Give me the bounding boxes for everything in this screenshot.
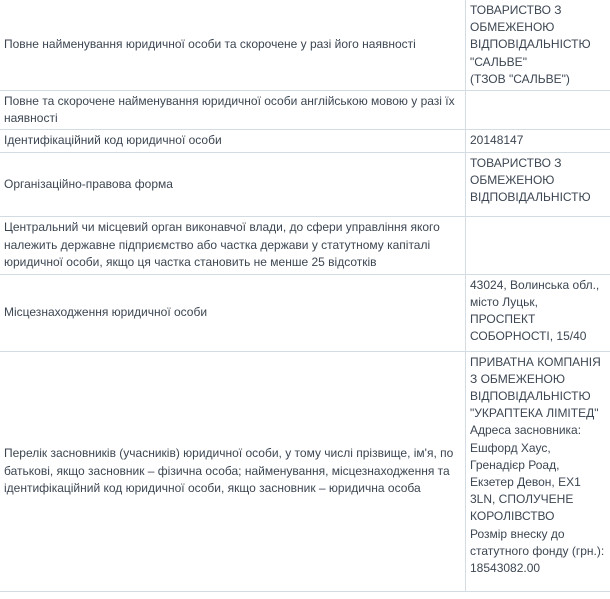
table-row bbox=[0, 130, 610, 152]
label-line: ідентифікаційний код юридичної особи, якщо засновник – юридична особа bbox=[4, 480, 421, 495]
value-line: ВІДПОВІДАЛЬНІСТЮ bbox=[470, 190, 591, 205]
value-line: Адреса засновника: bbox=[470, 423, 582, 438]
label-line: Повне та скорочене найменування юридичної особи англійською мовою у разі їх bbox=[4, 94, 455, 109]
row-label-id-code: Ідентифікаційний код юридичної особи bbox=[0, 130, 466, 152]
value-line: КОРОЛІВСТВО bbox=[470, 509, 555, 524]
row-value-id-code bbox=[466, 130, 610, 152]
row-value-english-name bbox=[466, 91, 610, 130]
value-line: "УКРАПТЕКА ЛІМІТЕД" bbox=[470, 406, 599, 421]
value-line: 3LN, СПОЛУЧЕНЕ bbox=[470, 492, 574, 507]
value-line: СОБОРНОСТІ, 15/40 bbox=[470, 329, 587, 344]
label-line: юридичної особи, якщо ця частка становить не менше 25 відсотків bbox=[4, 254, 377, 269]
row-label-legal-form: Організаційно-правова форма bbox=[0, 152, 466, 216]
value-line: (ТЗОВ "САЛЬВЕ") bbox=[470, 71, 570, 86]
value-line: ТОВАРИСТВО З bbox=[470, 155, 562, 170]
value-line: 43024, Волинська обл., bbox=[470, 277, 600, 292]
row-value-location bbox=[466, 274, 610, 351]
row-label-full-name: Повне найменування юридичної особи та скорочене у разі його наявності bbox=[0, 0, 466, 91]
value-line: 18543082.00 bbox=[470, 561, 541, 576]
value-line: ВІДПОВІДАЛЬНІСТЮ bbox=[470, 37, 591, 52]
row-value-legal-form bbox=[466, 152, 610, 216]
value-line: 20148147 bbox=[470, 133, 524, 148]
label-line: належить державне підприємство або частка держави у статутному капіталі bbox=[4, 237, 431, 252]
row-label-english-name bbox=[0, 91, 466, 130]
row-label-founders bbox=[0, 351, 466, 591]
table-row bbox=[0, 152, 610, 216]
row-value-authority bbox=[466, 216, 610, 274]
table-row bbox=[0, 91, 610, 130]
value-line: ПРИВАТНА КОМПАНІЯ bbox=[470, 354, 601, 369]
value-line: ВІДПОВІДАЛЬНІСТЮ bbox=[470, 389, 591, 404]
value-line: "САЛЬВЕ" bbox=[470, 54, 527, 69]
label-line: Центральний чи місцевий орган виконавчої влади, до сфери управління якого bbox=[4, 220, 440, 235]
table-row bbox=[0, 351, 610, 591]
value-line: місто Луцьк, bbox=[470, 294, 539, 309]
value-line: ПРОСПЕКТ bbox=[470, 312, 536, 327]
row-value-founders bbox=[466, 351, 610, 591]
value-line: ТОВАРИСТВО З bbox=[470, 3, 562, 17]
value-line: ОБМЕЖЕНОЮ bbox=[470, 20, 555, 35]
value-line: статутного фонду (грн.): bbox=[470, 543, 605, 558]
label-line: наявності bbox=[4, 111, 58, 126]
row-value-full-name bbox=[466, 0, 610, 91]
table-row bbox=[0, 216, 610, 274]
label-line: Перелік засновників (учасників) юридичної особи, у тому числі прізвище, ім'я, по bbox=[4, 446, 454, 461]
value-line: Екзетер Девон, EX1 bbox=[470, 475, 581, 490]
value-line: ОБМЕЖЕНОЮ bbox=[470, 172, 555, 187]
label-line: батькові, якщо засновник – фізична особа; найменування, місцезнаходження та bbox=[4, 463, 450, 478]
value-line: Розмір внеску до bbox=[470, 526, 565, 541]
value-line: Ешфорд Хаус, bbox=[470, 440, 551, 455]
row-label-location: Місцезнаходження юридичної особи bbox=[0, 274, 466, 351]
table-row bbox=[0, 0, 610, 91]
row-label-authority bbox=[0, 216, 466, 274]
value-line: З ОБМЕЖЕНОЮ bbox=[470, 371, 565, 386]
value-line: Гренадієр Роад, bbox=[470, 457, 560, 472]
table-row bbox=[0, 274, 610, 351]
